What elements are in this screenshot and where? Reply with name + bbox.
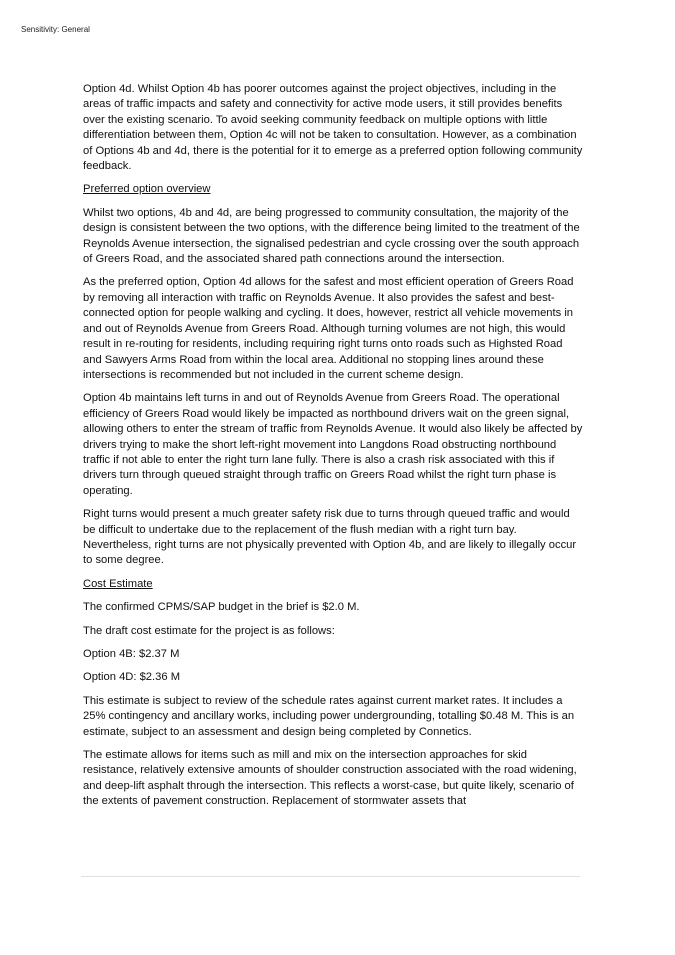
paragraph-estimate-allowances: The estimate allows for items such as mill and mix on the intersection approaches for skid resistance, relatively extensive amounts of shoulder construction associated with the road widening, and deep-lift asphalt through the intersection. This reflects a worst-case, but quite likely, scenario of the extents of pavement construction. Replacement of stormwater assets that xyxy=(83,749,577,808)
heading-cost-estimate: Cost Estimate xyxy=(83,577,153,590)
sensitivity-label: Sensitivity: General xyxy=(21,25,90,34)
cost-option-4d: Option 4D: $2.36 M xyxy=(83,671,181,684)
paragraph-options-consistency: Whilst two options, 4b and 4d, are being progressed to community consultation, the majority of the design is consistent between the two options, with the difference being limited to the treatment of the Reynolds Avenue intersection, the signalised pedestrian and cycle crossing over the south approach of Greers Road, and the associated shared path connections around the intersection. xyxy=(83,206,580,266)
paragraph-right-turns-risk: Right turns would present a much greater safety risk due to turns through queued traffic and would be difficult to undertake due to the replacement of the flush median with a right turn bay. Nevertheless, right turns are not physically prevented with Option 4b, and are likely to illegally occur to some degree. xyxy=(83,508,577,567)
document-body xyxy=(83,82,583,818)
footer-divider xyxy=(81,876,580,877)
paragraph-option-4d-preferred: As the preferred option, Option 4d allows for the safest and most efficient operation of Greers Road by removing all interaction with traffic on Reynolds Avenue. It also provides the safest and best-connected option for people walking and cycling. It does, however, restrict all vehicle movements in and out of Reynolds Avenue from Greers Road. Although turning volumes are not high, this would result in re-routing for residents, including requiring right turns onto roads such as Highsted Road and Sawyers Arms Road from within the local area. Additional no stopping lines around these intersections is recommended but not included in the current scheme design. xyxy=(83,276,574,381)
paragraph-estimate-review: This estimate is subject to review of the schedule rates against current market rates. It includes a 25% contingency and ancillary works, including power undergrounding, totalling $0.48 M. This is an estimate, subject to an assessment and design being completed by Connetics. xyxy=(83,694,575,738)
paragraph-draft-cost-intro: The draft cost estimate for the project is as follows: xyxy=(83,624,335,637)
paragraph-option-4d-context: Option 4d. Whilst Option 4b has poorer outcomes against the project objectives, including in the areas of traffic impacts and safety and connectivity for active mode users, it still provides benefits over the existing scenario. To avoid seeking community feedback on multiple options with little differentiation between them, Option 4c will not be taken to consultation. However, as a combination of Options 4b and 4d, there is the potential for it to emerge as a preferred option following community feedback. xyxy=(83,83,583,173)
cost-option-4b: Option 4B: $2.37 M xyxy=(83,648,180,660)
heading-preferred-option-overview: Preferred option overview xyxy=(83,183,211,196)
paragraph-budget: The confirmed CPMS/SAP budget in the brief is $2.0 M. xyxy=(83,601,360,614)
paragraph-option-4b-left-turns: Option 4b maintains left turns in and out of Reynolds Avenue from Greers Road. The operational efficiency of Greers Road would likely be impacted as northbound drivers wait on the green signal, allowing others to enter the stream of traffic from Reynolds Avenue. It would also likely be affected by drivers trying to make the short left-right movement into Langdons Road obstructing northbound traffic if not able to enter the right turn lane fully. There is also a crash risk associated with this if drivers turn through queued straight through traffic on Greers Road whilst the right turn phase is operating. xyxy=(83,392,583,497)
